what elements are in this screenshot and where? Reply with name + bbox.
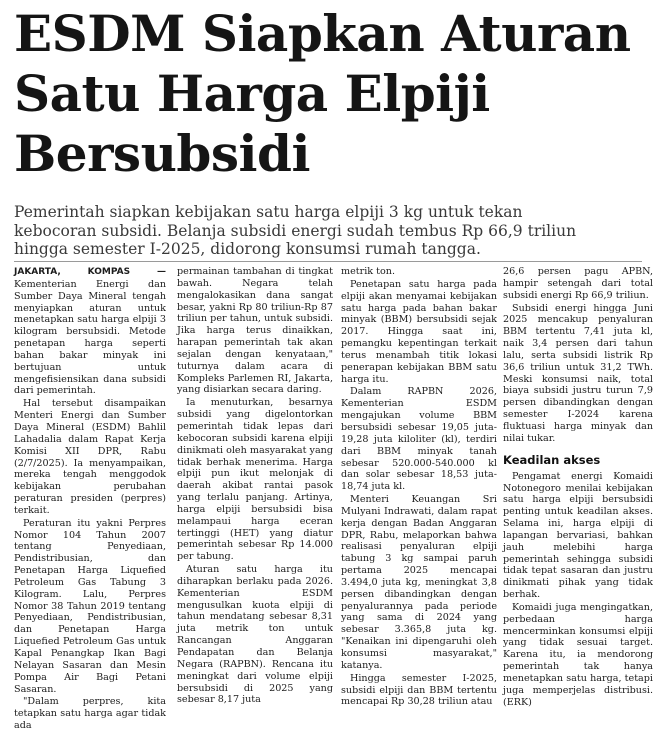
paragraph: Hal tersebut disampaikan Menteri Energi dan Sumber Daya Mineral (ESDM) Bahlil Lahadalia dalam Rapat Kerja Komisi XII DPR, Rabu (2/7/2025). Ia menyampaikan, mereka tengah menggodok kebijakan perubahan peraturan presiden (perpres) terkait. (14, 398, 166, 516)
paragraph: metrik ton. (341, 266, 396, 277)
paragraph: 26,6 persen pagu APBN, hampir setengah dari total subsidi energi Rp 66,9 triliun. (503, 266, 653, 301)
headline-line-2: Satu Harga Elpiji (14, 64, 490, 123)
paragraph: Dalam RAPBN 2026, Kementerian ESDM mengajukan volume BBM bersubsidi sebesar 19,05 juta-19,28 juta kiloliter (kl), terdiri dari BBM minyak tanah sebesar 520.000-540.000 kl dan solar sebesar 18,53 juta-18,74 juta kl. (341, 386, 497, 493)
body-column-4 (503, 266, 653, 708)
body-column-1 (14, 266, 166, 732)
body-column-2 (177, 266, 333, 706)
paragraph: Hingga semester I-2025, subsidi elpiji dan BBM tertentu mencapai Rp 30,28 triliun atau (341, 672, 497, 708)
paragraph: Komaidi juga mengingatkan, perbedaan harga mencerminkan konsumsi elpiji yang tidak sesuai target. Karena itu, ia mendorong pemerintah tak hanya menetapkan satu harga, tetapi juga memperjelas distribusi. (ERK) (503, 601, 653, 708)
paragraph: Peraturan itu yakni Perpres Nomor 104 Tahun 2007 tentang Penyediaan, Pendistribusian, dan Penetapan Harga Liquefied Petroleum Gas Tabung 3 Kilogram. Lalu, Perpres Nomor 38 Tahun 2019 tentang Penyediaan, Pendistribusian, dan Penetapan Harga Liquefied Petroleum Gas untuk Kapal Penangkap Ikan Bagi Nelayan Sasaran dan Mesin Pompa Air Bagi Petani Sasaran. (14, 517, 166, 695)
paragraph: Subsidi energi hingga Juni 2025 mencakup penyaluran BBM tertentu 7,41 juta kl, naik 3,4 persen dari tahun lalu, serta subsidi listrik Rp 36,6 triliun untuk 31,2 TWh. Meski konsumsi naik, total biaya subsidi justru turun 7,9 persen dibandingkan dengan semester I-2024 karena fluktuasi harga minyak dan nilai tukar. (503, 302, 653, 444)
headline (14, 4, 654, 184)
divider (14, 261, 642, 262)
paragraph: Pengamat energi Komaidi Notonegoro menilai kebijakan satu harga elpiji bersubsidi penting untuk keadilan akses. Selama ini, harga elpiji di lapangan bervariasi, bahkan jauh melebihi harga pemerintah sehingga subsidi tidak tepat sasaran dan justru dinikmati pihak yang tidak berhak. (503, 470, 653, 601)
paragraph: Penetapan satu harga pada elpiji akan menyamai kebijakan satu harga pada bahan bakar minyak (BBM) bersubsidi sejak 2017. Hingga saat ini, pemangku kepentingan terkait terus menambah titik lokasi penerapan kebijakan BBM satu harga itu. (341, 278, 497, 385)
paragraph: permainan tambahan di tingkat bawah. Negara telah mengalokasikan dana sangat besar, yakni Rp 80 triliun-Rp 87 triliun per tahun, untuk subsidi. Jika harga terus dinaikkan, harapan pemerintah tak akan sejalan dengan kenyataan," tuturnya dalam acara di Kompleks Parlemen RI, Jakarta, yang disiarkan secara daring. (177, 266, 333, 396)
dek-line-2: kebocoran subsidi. Belanja subsidi energi sudah tembus Rp 66,9 triliun (14, 221, 577, 240)
paragraph: Menteri Keuangan Sri Mulyani Indrawati, dalam rapat kerja dengan Badan Anggaran DPR, Rabu, melaporkan bahwa realisasi penyaluran elpiji tabung 3 kg sampai paruh pertama 2025 mencapai 3.494,0 juta kg, meningkat 3,8 persen dibandingkan dengan penyalurannya pada periode yang sama di 2024 yang sebesar 3.365,8 juta kg. "Kenaikan ini dipengaruhi oleh konsumsi masyarakat," katanya. (341, 494, 497, 671)
dek (14, 203, 644, 259)
headline-line-3: Bersubsidi (14, 124, 310, 183)
paragraph: JAKARTA, KOMPAS — Kementerian Energi dan Sumber Daya Mineral tengah menyiapkan aturan untuk menetapkan satu harga elpiji 3 kilogram bersubsidi. Metode penetapan harga seperti bahan bakar minyak ini bertujuan untuk mengefisiensikan dana subsidi dari pemerintah. (14, 267, 166, 397)
dateline: JAKARTA, KOMPAS — (14, 267, 166, 277)
paragraph: Aturan satu harga itu diharapkan berlaku pada 2026. Kementerian ESDM mengusulkan kuota elpiji di tahun mendatang sebesar 8,31 juta metrik ton untuk Rancangan Anggaran Pendapatan dan Belanja Negara (RAPBN). Rencana itu meningkat dari volume elpiji bersubsidi di 2025 yang sebesar 8,17 juta (177, 564, 333, 706)
body-column-3 (341, 266, 497, 708)
paragraph: "Dalam perpres, kita tetapkan satu harga agar tidak ada (14, 696, 166, 732)
headline-line-1: ESDM Siapkan Aturan (14, 4, 631, 63)
dek-line-1: Pemerintah siapkan kebijakan satu harga elpiji 3 kg untuk tekan (14, 203, 523, 221)
paragraph: Ia menuturkan, besarnya subsidi yang digelontorkan pemerintah tidak lepas dari kebocoran subsidi karena elpiji dinikmati oleh masyarakat yang tidak berhak menerima. Harga elpiji pun ikut melonjak di daerah akibat rantai pasok yang terlalu panjang. Artinya, harga elpiji bersubsidi bisa melampaui harga eceran tertinggi (HET) yang diatur pemerintah sebesar Rp 14.000 per tabung. (177, 397, 333, 563)
subheading: Keadilan akses (503, 452, 601, 467)
dek-line-3: hingga semester I-2025, didorong konsumsi rumah tangga. (14, 240, 481, 259)
